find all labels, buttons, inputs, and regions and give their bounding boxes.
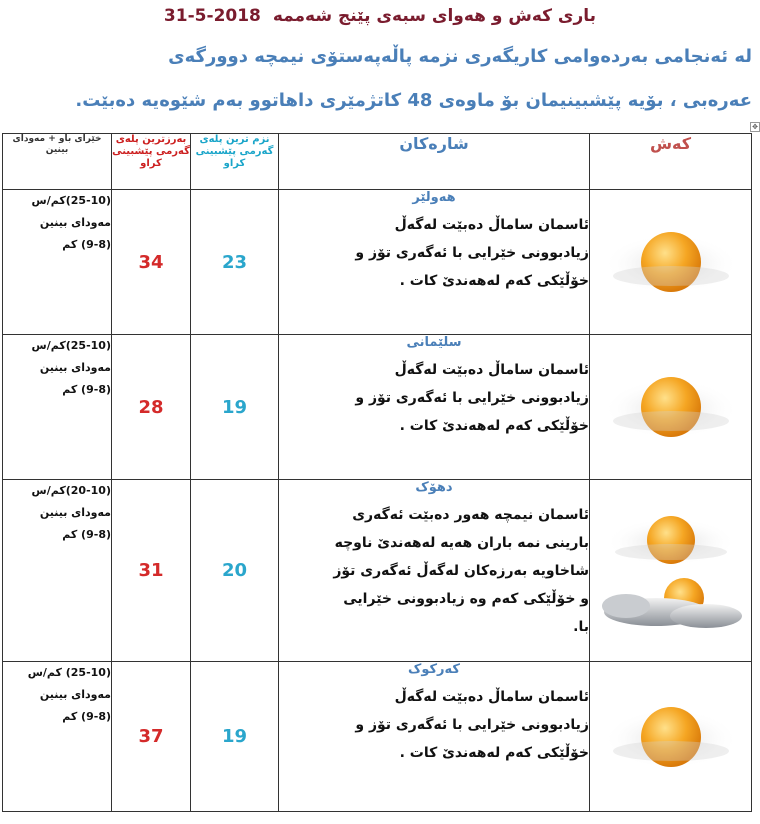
visibility-label: مەودای بینین <box>39 216 111 229</box>
sun-haze-icon <box>601 357 741 457</box>
city-name: هەولێر <box>412 190 456 205</box>
weather-icon-cell <box>590 190 752 335</box>
header-weather: کەش <box>590 134 752 190</box>
forecast-date: 2018-5-31 <box>163 6 261 26</box>
description-line: و خۆڵێکی کەم وە زیادبوونی خێرایی <box>343 591 589 607</box>
description-line: زیادبوونی خێرایی با ئەگەری تۆز و <box>355 390 589 406</box>
wind-speed: (25-10)کم/س <box>31 339 111 352</box>
header-min-temp: نزم ترین پلەی گەرمی پێشبینی کراو <box>191 134 279 190</box>
visibility-value: (9-8) کم <box>62 383 111 396</box>
wind-visibility-cell <box>3 335 112 480</box>
wind-visibility-cell <box>3 190 112 335</box>
header-max-temp: بەرزترین پلەی گەرمی پێشبینی کراو <box>112 134 191 190</box>
min-temp: 23 <box>191 190 279 335</box>
table-move-handle-icon[interactable]: ✥ <box>750 122 760 132</box>
weather-icon-cell <box>590 662 752 812</box>
min-temp: 19 <box>191 662 279 812</box>
city-description <box>279 190 590 335</box>
visibility-label: مەودای بینین <box>39 688 111 701</box>
table-row <box>3 662 752 812</box>
intro-line-2: عەرەبی ، بۆیە پێشبینیمان بۆ ماوەی 48 کاتژمێری داهاتوو بەم شێوەیە دەبێت. <box>75 90 752 111</box>
description-line: ئاسمان ساماڵ دەبێت لەگەڵ <box>394 217 589 233</box>
forecast-table <box>2 133 752 812</box>
sun-haze-icon <box>601 212 741 312</box>
weather-icon-cell <box>590 335 752 480</box>
city-name: دهۆک <box>415 480 453 495</box>
city-description <box>279 662 590 812</box>
max-temp: 37 <box>112 662 191 812</box>
wind-speed: (25-10)کم/س <box>31 194 111 207</box>
max-temp: 34 <box>112 190 191 335</box>
sun-cloud-icon <box>596 576 746 636</box>
city-description <box>279 480 590 662</box>
table-header-row <box>3 134 752 190</box>
description-line: زیادبوونی خێرایی با ئەگەری تۆز و <box>355 717 589 733</box>
description-line: بارینی نمە باران هەیە لەهەندێ ناوچە <box>334 535 589 551</box>
description-line: شاخاویە بەرزەکان لەگەڵ ئەگەری تۆز <box>333 563 589 579</box>
page-title <box>0 6 760 26</box>
description-line: خۆڵێکی کەم لەهەندێ کات . <box>399 745 589 761</box>
description-line: ئاسمان ساماڵ دەبێت لەگەڵ <box>394 362 589 378</box>
table-row <box>3 335 752 480</box>
min-temp: 19 <box>191 335 279 480</box>
description-line: زیادبوونی خێرایی با ئەگەری تۆز و <box>355 245 589 261</box>
wind-visibility-cell <box>3 662 112 812</box>
wind-visibility-cell <box>3 480 112 662</box>
visibility-value: (9-8) کم <box>62 528 111 541</box>
visibility-label: مەودای بینین <box>39 361 111 374</box>
max-temp: 31 <box>112 480 191 662</box>
description-line: با. <box>573 619 589 635</box>
wind-speed: (20-10)کم/س <box>31 484 111 497</box>
min-temp: 20 <box>191 480 279 662</box>
city-description <box>279 335 590 480</box>
visibility-value: (9-8) کم <box>62 238 111 251</box>
sun-haze-icon <box>601 506 741 576</box>
weather-icon-cell <box>590 480 752 662</box>
header-wind: خێرای باو + مەودای بینین <box>3 134 112 190</box>
description-line: ئاسمان نیمچە هەور دەبێت ئەگەری <box>352 507 589 523</box>
city-name: کەرکوک <box>408 662 460 677</box>
max-temp: 28 <box>112 335 191 480</box>
visibility-label: مەودای بینین <box>39 506 111 519</box>
table-row <box>3 190 752 335</box>
table-row <box>3 480 752 662</box>
city-name: سلێمانی <box>406 335 462 350</box>
title-text: باری کەش و هەوای سبەی پێنج شەممە <box>272 6 597 26</box>
description-line: خۆڵێکی کەم لەهەندێ کات . <box>399 418 589 434</box>
intro-line-1: لە ئەنجامی بەردەوامی کاریگەری نزمە پاڵەپەستۆی نیمچە دوورگەی <box>168 46 752 67</box>
description-line: خۆڵێکی کەم لەهەندێ کات . <box>399 273 589 289</box>
visibility-value: (9-8) کم <box>62 710 111 723</box>
header-cities: شارەکان <box>279 134 590 190</box>
description-line: ئاسمان ساماڵ دەبێت لەگەڵ <box>394 689 589 705</box>
wind-speed: (25-10) کم/س <box>27 666 111 679</box>
sun-haze-icon <box>601 687 741 787</box>
